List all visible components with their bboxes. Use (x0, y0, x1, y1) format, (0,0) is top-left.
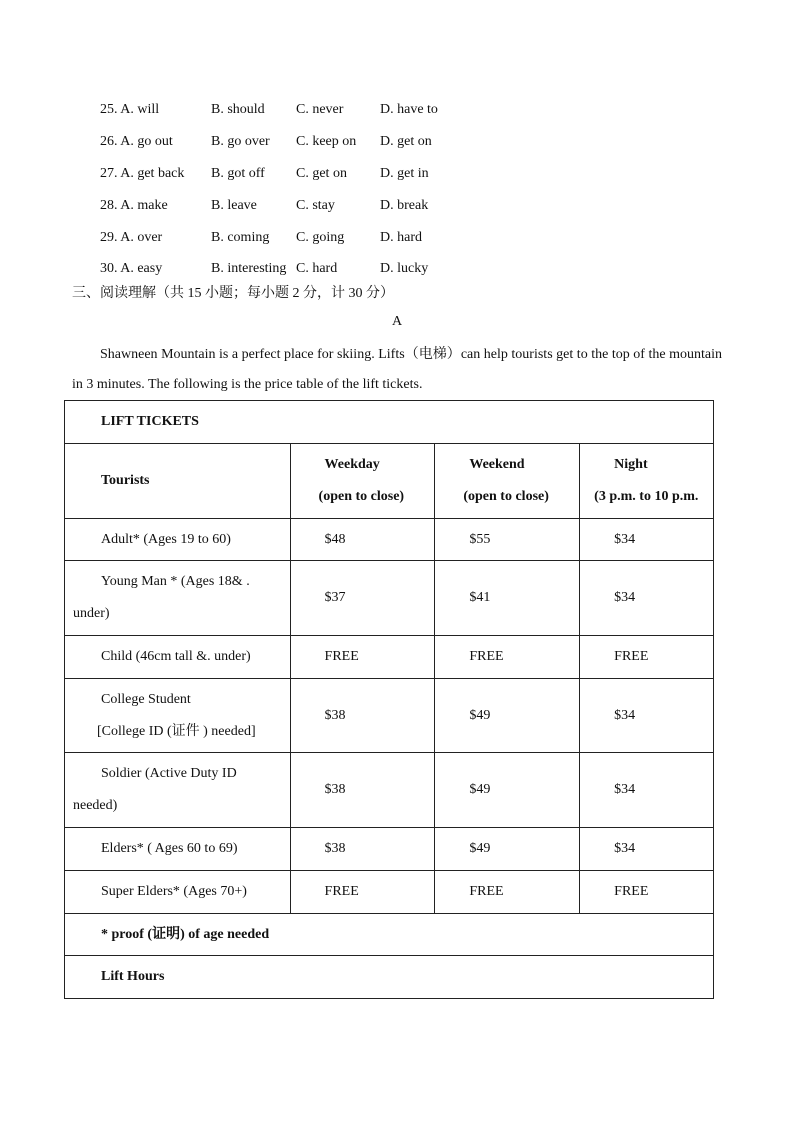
col-header-line: (3 p.m. to 10 p.m. (594, 489, 699, 504)
night-price: $34 (580, 561, 714, 636)
option: D. get in (380, 166, 429, 181)
option: 25. A. will (100, 102, 160, 117)
option: 27. A. get back (100, 166, 185, 181)
table-row (65, 828, 714, 871)
option: B. got off (211, 166, 265, 181)
tourist-type-line: Child (46cm tall &. under) (101, 649, 251, 664)
weekend-price: $49 (435, 753, 580, 828)
tourist-type (65, 828, 291, 871)
col-header-weekday (290, 444, 435, 519)
option: B. should (211, 102, 265, 117)
tourist-type (65, 753, 291, 828)
option: C. keep on (296, 134, 357, 149)
night-price: $34 (580, 753, 714, 828)
passage-text: Shawneen Mountain is a perfect place for skiing. Lifts（电梯）can help tourists get to the top of the mountain in 3 minutes. The following is the price table of the lift tickets. (72, 347, 722, 392)
col-header-weekend (435, 444, 580, 519)
tourists-header: Tourists (65, 444, 291, 519)
tourist-type-line: under) (73, 606, 110, 621)
tourist-type (65, 871, 291, 914)
option: 26. A. go out (100, 134, 173, 149)
option: D. get on (380, 134, 432, 149)
night-price: $34 (580, 519, 714, 561)
weekday-price: $38 (290, 753, 435, 828)
weekday-price: FREE (290, 871, 435, 914)
tourist-type-line: Young Man * (Ages 18& . (101, 574, 250, 589)
tourist-type (65, 679, 291, 753)
weekday-price: $38 (290, 679, 435, 753)
weekday-price: $38 (290, 828, 435, 871)
option: D. lucky (380, 261, 429, 276)
tourist-type-line: College Student (101, 691, 191, 707)
option: 29. A. over (100, 230, 163, 245)
table-title: LIFT TICKETS (65, 401, 714, 444)
tourist-type (65, 636, 291, 679)
col-header-line: Night (614, 457, 648, 472)
table-row (65, 519, 714, 561)
table-row (65, 871, 714, 914)
tourist-type (65, 519, 291, 561)
option: D. hard (380, 230, 422, 245)
col-header-night (580, 444, 714, 519)
night-price: FREE (580, 871, 714, 914)
lift-ticket-table (64, 400, 714, 999)
option: B. leave (211, 198, 257, 213)
col-header-line: (open to close) (318, 489, 405, 504)
option: D. have to (380, 102, 438, 117)
tourist-type-line: Adult* (Ages 19 to 60) (101, 531, 231, 547)
lift-hours-label: Lift Hours (65, 956, 714, 999)
weekday-price: $37 (290, 561, 435, 636)
option: B. coming (211, 230, 270, 245)
tourist-type-line: [College ID (证件 ) needed] (97, 723, 256, 739)
option: B. go over (211, 134, 270, 149)
option: C. get on (296, 166, 347, 181)
night-price: FREE (580, 636, 714, 679)
weekend-price: $49 (435, 679, 580, 753)
col-header-line: Weekday (324, 457, 380, 472)
option: C. stay (296, 198, 335, 213)
footnote: * proof (证明) of age needed (65, 914, 714, 956)
option: 28. A. make (100, 198, 168, 213)
option: B. interesting (211, 261, 287, 276)
weekend-price: $55 (435, 519, 580, 561)
table-row (65, 636, 714, 679)
tourist-type-line: needed) (73, 798, 118, 813)
option: C. hard (296, 261, 338, 276)
weekend-price: FREE (435, 636, 580, 679)
tourist-type-line: Soldier (Active Duty ID (101, 766, 237, 781)
night-price: $34 (580, 679, 714, 753)
tourist-type-line: Elders* ( Ages 60 to 69) (101, 841, 238, 856)
tourist-type-line: Super Elders* (Ages 70+) (101, 884, 247, 899)
col-header-line: (open to close) (463, 489, 549, 504)
table-row (65, 679, 714, 753)
option: D. break (380, 198, 429, 213)
table-row (65, 753, 714, 828)
section-title: 三、阅读理解（共 15 小题；每小题 2 分，计 30 分） (72, 286, 394, 301)
weekday-price: FREE (290, 636, 435, 679)
option: C. never (296, 102, 344, 117)
option: 30. A. easy (100, 261, 163, 276)
option: C. going (296, 230, 345, 245)
tourist-type (65, 561, 291, 636)
weekend-price: $41 (435, 561, 580, 636)
weekend-price: $49 (435, 828, 580, 871)
weekend-price: FREE (435, 871, 580, 914)
passage-label: A (391, 314, 403, 329)
weekday-price: $48 (290, 519, 435, 561)
col-header-line: Weekend (469, 457, 525, 472)
table-row (65, 561, 714, 636)
night-price: $34 (580, 828, 714, 871)
